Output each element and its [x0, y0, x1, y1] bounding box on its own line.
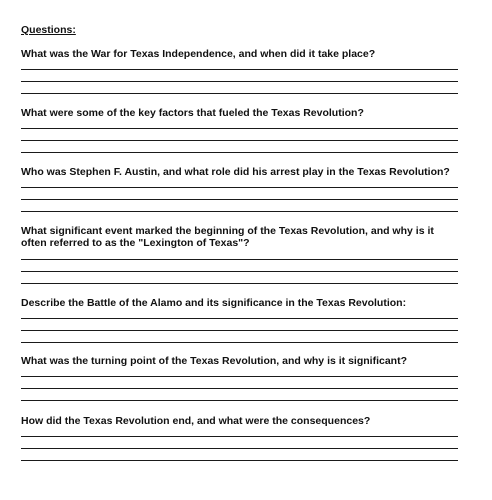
answer-line: [21, 199, 458, 200]
question-text: How did the Texas Revolution end, and what were the consequences?: [21, 415, 371, 427]
answer-line: [21, 318, 458, 319]
answer-line: [21, 271, 458, 272]
answer-line: [21, 259, 458, 260]
question-2: [21, 107, 461, 119]
answer-line: [21, 187, 458, 188]
answer-line: [21, 330, 458, 331]
answer-line: [21, 81, 458, 82]
answer-line: [21, 152, 458, 153]
question-text: Describe the Battle of the Alamo and its significance in the Texas Revolution:: [21, 297, 407, 309]
question-text: Who was Stephen F. Austin, and what role did his arrest play in the Texas Revolution?: [21, 166, 450, 178]
answer-line: [21, 460, 458, 461]
question-7: [21, 415, 461, 427]
answer-line: [21, 436, 458, 437]
questions-heading: Questions:: [21, 24, 76, 36]
answer-line: [21, 69, 458, 70]
answer-line: [21, 140, 458, 141]
question-3: [21, 166, 461, 178]
answer-line: [21, 93, 458, 94]
answer-line: [21, 388, 458, 389]
answer-line: [21, 376, 458, 377]
answer-line: [21, 283, 458, 284]
answer-line: [21, 128, 458, 129]
answer-line: [21, 211, 458, 212]
question-5: [21, 297, 461, 309]
question-text: What were some of the key factors that fueled the Texas Revolution?: [21, 107, 364, 119]
answer-line: [21, 448, 458, 449]
question-1: [21, 48, 461, 60]
question-text: What significant event marked the beginning of the Texas Revolution, and why is it often referred to as the "Lexington of Texas"?: [21, 225, 434, 249]
question-text: What was the turning point of the Texas Revolution, and why is it significant?: [21, 355, 407, 367]
question-4: [21, 225, 461, 249]
question-text: What was the War for Texas Independence, and when did it take place?: [21, 48, 376, 60]
answer-line: [21, 342, 458, 343]
question-6: [21, 355, 461, 367]
answer-line: [21, 400, 458, 401]
